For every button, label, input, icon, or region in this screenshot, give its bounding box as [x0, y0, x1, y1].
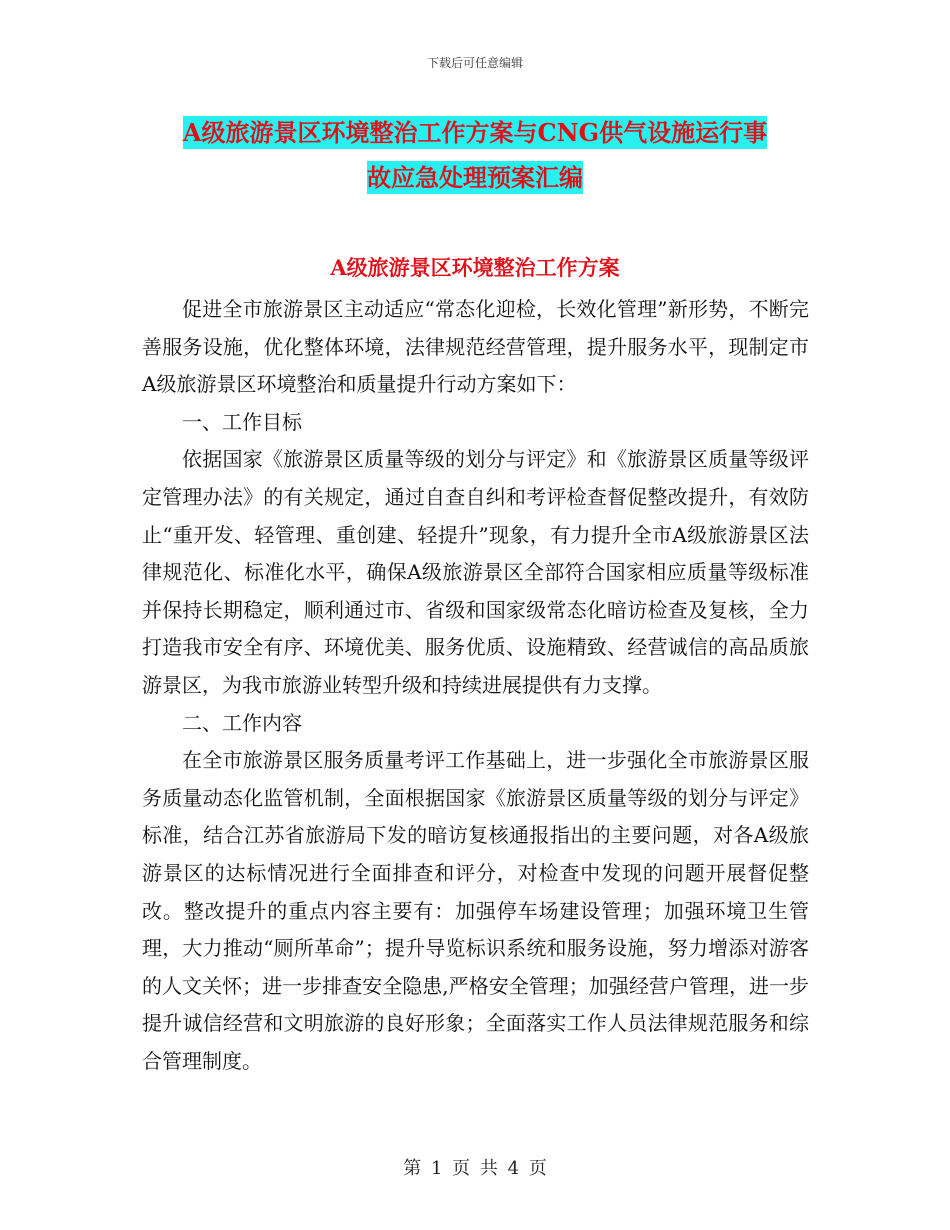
paragraph-work-goal: 依据国家《旅游景区质量等级的划分与评定》和《旅游景区质量等级评定管理办法》的有关规定，通过自查自纠和考评检查督促整改提升，有效防止“重开发、轻管理、重创建、轻提升”现象，有力提升全市A级旅游景区法律规范化、标准化水平，确保A级旅游景区全部符合国家相应质量等级标准并保持长期稳定，顺利通过市、省级和国家级常态化暗访检查及复核，全力打造我市安全有序、环境优美、服务优质、设施精致、经营诚信的高品质旅游景区，为我市旅游业转型升级和持续进展提供有力支撑。	[142, 447, 809, 697]
document-title-line-2	[0, 158, 950, 193]
document-body	[142, 291, 809, 1080]
document-title-line-1	[0, 113, 950, 148]
paragraph-intro: 促进全市旅游景区主动适应“常态化迎检，长效化管理”新形势，不断完善服务设施，优化整体环境，法律规范经营管理，提升服务水平，现制定市A级旅游景区环境整治和质量提升行动方案如下：	[142, 297, 809, 397]
page-footer: 第 1 页 共 4 页	[403, 1158, 547, 1179]
section-title: A级旅游景区环境整治工作方案	[330, 255, 620, 280]
heading-work-goal: 一、工作目标	[182, 409, 302, 434]
paragraph-work-content: 在全市旅游景区服务质量考评工作基础上，进一步强化全市旅游景区服务质量动态化监管机制，全面根据国家《旅游景区质量等级的划分与评定》标准，结合江苏省旅游局下发的暗访复核通报指出的主要问题，对各A级旅游景区的达标情况进行全面排查和评分，对检查中发现的问题开展督促整改。整改提升的重点内容主要有：加强停车场建设管理；加强环境卫生管理，大力推动“厕所革命”；提升导览标识系统和服务设施，努力增添对游客的人文关怀；进一步排查安全隐患,严格安全管理；加强经营户管理，进一步提升诚信经营和文明旅游的良好形象；全面落实工作人员法律规范服务和综合管理制度。	[142, 748, 809, 1073]
title-highlight-2: 故应急处理预案汇编	[367, 163, 583, 192]
heading-work-content: 二、工作内容	[182, 710, 302, 735]
title-highlight-1: A级旅游景区环境整治工作方案与CNG供气设施运行事	[182, 118, 768, 147]
page-header-note: 下载后可任意编辑	[426, 56, 523, 70]
